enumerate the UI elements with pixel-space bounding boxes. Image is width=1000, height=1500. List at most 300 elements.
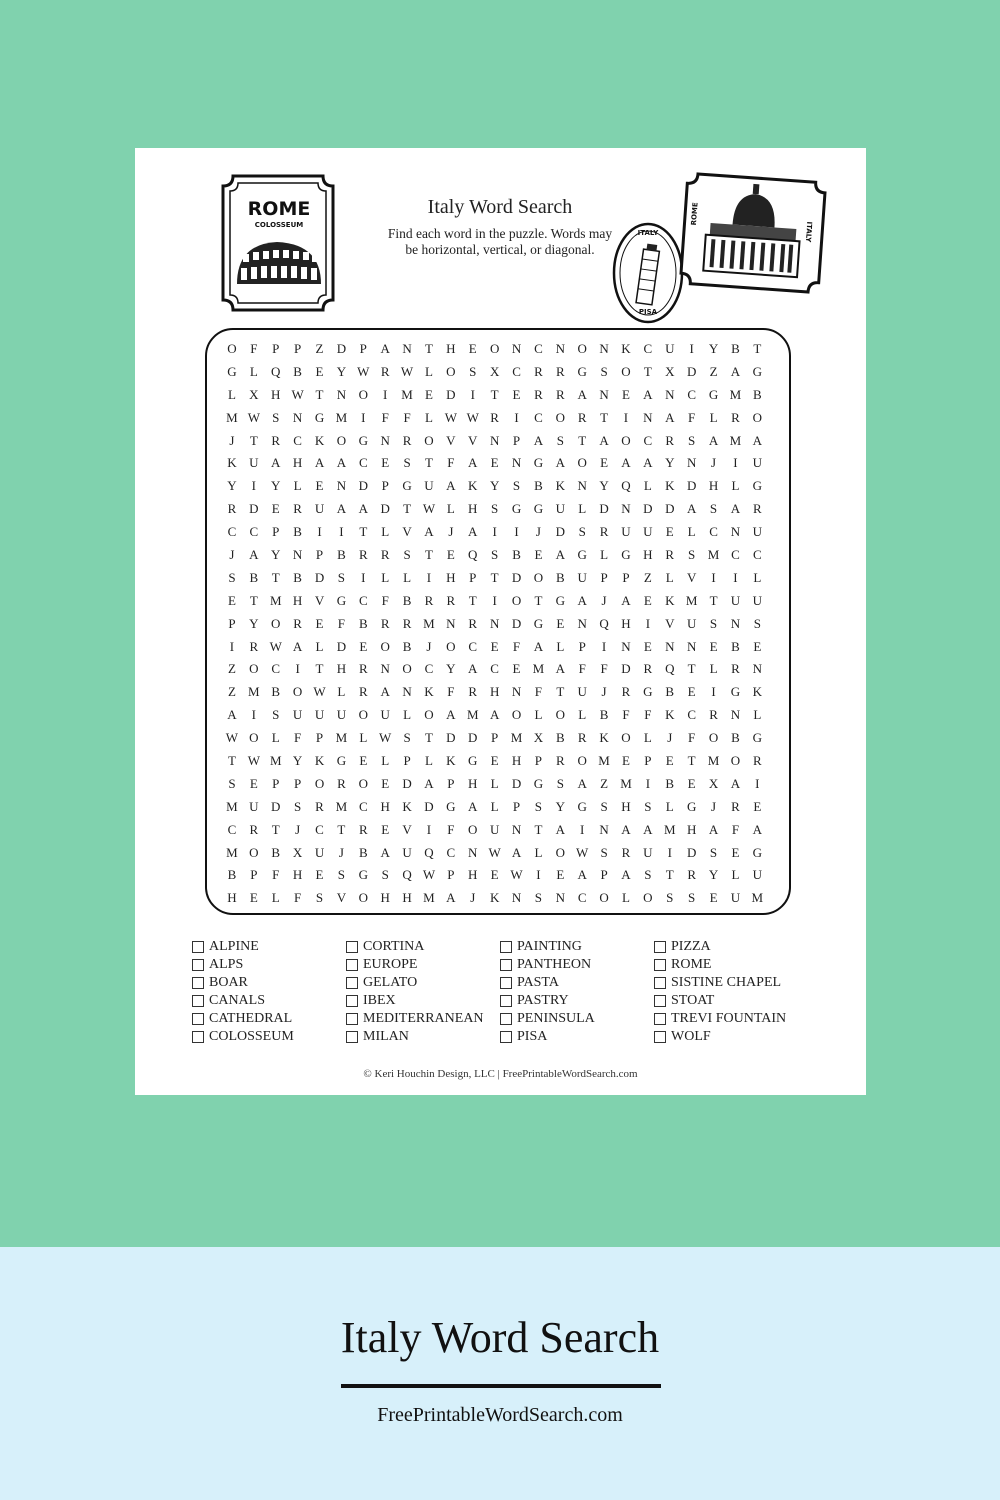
grid-letter[interactable]: T bbox=[534, 592, 543, 608]
grid-letter[interactable]: G bbox=[752, 844, 763, 860]
grid-letter[interactable]: A bbox=[555, 821, 565, 837]
grid-letter[interactable]: F bbox=[294, 730, 302, 746]
grid-letter[interactable]: T bbox=[578, 432, 587, 448]
grid-letter[interactable]: U bbox=[555, 501, 565, 517]
grid-letter[interactable]: H bbox=[511, 753, 522, 769]
grid-letter[interactable]: S bbox=[491, 547, 499, 563]
grid-letter[interactable]: R bbox=[534, 386, 543, 402]
grid-letter[interactable]: E bbox=[665, 524, 674, 540]
grid-letter[interactable]: B bbox=[249, 569, 259, 585]
grid-letter[interactable]: X bbox=[533, 730, 544, 746]
grid-letter[interactable]: G bbox=[358, 867, 368, 883]
grid-letter[interactable]: F bbox=[294, 890, 302, 906]
grid-letter[interactable]: H bbox=[468, 867, 478, 883]
grid-letter[interactable]: F bbox=[644, 707, 652, 723]
grid-letter[interactable]: P bbox=[359, 341, 367, 356]
grid-letter[interactable]: Y bbox=[489, 478, 500, 494]
grid-letter[interactable]: N bbox=[730, 524, 741, 540]
grid-letter[interactable]: M bbox=[226, 409, 238, 425]
grid-letter[interactable]: C bbox=[271, 661, 281, 677]
grid-letter[interactable]: P bbox=[534, 753, 543, 769]
grid-letter[interactable]: F bbox=[250, 341, 258, 356]
grid-letter[interactable]: X bbox=[249, 386, 259, 402]
grid-letter[interactable]: O bbox=[599, 890, 609, 906]
grid-letter[interactable]: L bbox=[293, 478, 302, 494]
grid-letter[interactable]: U bbox=[577, 684, 587, 700]
grid-letter[interactable]: C bbox=[643, 341, 653, 356]
grid-letter[interactable]: M bbox=[335, 798, 348, 814]
grid-letter[interactable]: H bbox=[271, 386, 281, 402]
grid-letter[interactable]: S bbox=[666, 890, 674, 906]
grid-letter[interactable]: E bbox=[731, 844, 740, 860]
grid-letter[interactable]: L bbox=[665, 569, 674, 585]
grid-letter[interactable]: P bbox=[469, 569, 477, 585]
grid-letter[interactable]: G bbox=[533, 501, 544, 517]
grid-letter[interactable]: C bbox=[490, 661, 499, 677]
grid-letter[interactable]: W bbox=[466, 409, 479, 425]
grid-letter[interactable]: E bbox=[490, 867, 499, 883]
grid-letter[interactable]: P bbox=[272, 524, 280, 540]
grid-letter[interactable]: L bbox=[381, 569, 390, 585]
grid-letter[interactable]: E bbox=[381, 821, 390, 837]
grid-letter[interactable]: U bbox=[424, 478, 434, 494]
grid-letter[interactable]: A bbox=[511, 844, 522, 860]
grid-letter[interactable]: S bbox=[709, 615, 718, 631]
grid-letter[interactable]: F bbox=[381, 592, 389, 608]
grid-letter[interactable]: P bbox=[644, 753, 652, 769]
grid-letter[interactable]: M bbox=[269, 753, 282, 769]
checkbox-icon[interactable] bbox=[654, 977, 666, 989]
grid-letter[interactable]: I bbox=[733, 455, 738, 471]
grid-letter[interactable]: I bbox=[251, 478, 256, 494]
grid-letter[interactable]: O bbox=[249, 661, 259, 677]
grid-letter[interactable]: E bbox=[468, 341, 477, 356]
grid-letter[interactable]: K bbox=[599, 730, 609, 746]
grid-letter[interactable]: M bbox=[751, 890, 764, 906]
grid-letter[interactable]: U bbox=[336, 707, 347, 723]
grid-letter[interactable]: Q bbox=[599, 615, 609, 631]
grid-letter[interactable]: W bbox=[444, 409, 457, 425]
grid-letter[interactable]: H bbox=[380, 798, 390, 814]
grid-letter[interactable]: M bbox=[685, 592, 698, 608]
grid-letter[interactable]: E bbox=[512, 661, 521, 677]
grid-letter[interactable]: B bbox=[293, 569, 302, 585]
grid-letter[interactable]: S bbox=[228, 775, 236, 791]
grid-letter[interactable]: S bbox=[688, 432, 696, 448]
grid-letter[interactable]: L bbox=[578, 501, 587, 517]
grid-letter[interactable]: A bbox=[380, 341, 390, 356]
grid-letter[interactable]: O bbox=[489, 341, 500, 356]
grid-letter[interactable]: J bbox=[601, 684, 607, 700]
grid-letter[interactable]: H bbox=[446, 569, 456, 585]
grid-letter[interactable]: E bbox=[753, 638, 762, 654]
grid-letter[interactable]: L bbox=[227, 386, 236, 402]
grid-letter[interactable]: C bbox=[293, 432, 302, 448]
grid-letter[interactable]: T bbox=[337, 821, 346, 837]
grid-letter[interactable]: B bbox=[402, 592, 412, 608]
grid-letter[interactable]: B bbox=[731, 638, 740, 654]
grid-letter[interactable]: E bbox=[359, 638, 368, 654]
grid-letter[interactable]: F bbox=[337, 615, 346, 631]
grid-letter[interactable]: M bbox=[466, 707, 479, 723]
grid-letter[interactable]: Y bbox=[708, 341, 719, 356]
grid-letter[interactable]: Y bbox=[665, 455, 675, 471]
grid-letter[interactable]: S bbox=[403, 547, 411, 563]
grid-letter[interactable]: J bbox=[601, 592, 607, 608]
grid-letter[interactable]: Q bbox=[468, 547, 478, 563]
grid-letter[interactable]: S bbox=[294, 798, 302, 814]
grid-letter[interactable]: G bbox=[533, 615, 544, 631]
grid-letter[interactable]: I bbox=[645, 615, 651, 631]
grid-letter[interactable]: C bbox=[687, 386, 696, 402]
grid-letter[interactable]: I bbox=[755, 775, 760, 791]
grid-letter[interactable]: A bbox=[380, 844, 390, 860]
grid-letter[interactable]: A bbox=[336, 455, 347, 471]
grid-letter[interactable]: V bbox=[665, 615, 675, 631]
checkbox-icon[interactable] bbox=[654, 995, 666, 1007]
checkbox-icon[interactable] bbox=[500, 1013, 512, 1025]
grid-letter[interactable]: V bbox=[686, 569, 697, 585]
grid-letter[interactable]: C bbox=[315, 821, 324, 837]
grid-letter[interactable]: B bbox=[358, 615, 368, 631]
grid-letter[interactable]: I bbox=[251, 707, 256, 723]
grid-letter[interactable]: T bbox=[315, 386, 324, 402]
grid-letter[interactable]: G bbox=[643, 684, 653, 700]
grid-letter[interactable]: O bbox=[555, 707, 565, 723]
grid-letter[interactable]: E bbox=[556, 615, 565, 631]
grid-letter[interactable]: E bbox=[315, 363, 324, 379]
grid-letter[interactable]: W bbox=[576, 844, 589, 860]
grid-letter[interactable]: E bbox=[556, 867, 565, 883]
grid-letter[interactable]: P bbox=[381, 478, 389, 494]
grid-letter[interactable]: O bbox=[446, 638, 456, 654]
grid-letter[interactable]: V bbox=[336, 890, 347, 906]
grid-letter[interactable]: Y bbox=[227, 478, 237, 494]
grid-letter[interactable]: T bbox=[249, 432, 258, 448]
grid-letter[interactable]: I bbox=[383, 386, 388, 402]
grid-letter[interactable]: P bbox=[447, 867, 455, 883]
word-item[interactable] bbox=[654, 938, 808, 956]
checkbox-icon[interactable] bbox=[192, 941, 204, 953]
grid-letter[interactable]: G bbox=[730, 684, 741, 700]
grid-letter[interactable]: Y bbox=[599, 478, 609, 494]
grid-letter[interactable]: S bbox=[644, 867, 652, 883]
grid-letter[interactable]: Z bbox=[315, 341, 324, 356]
grid-letter[interactable]: I bbox=[667, 844, 672, 860]
grid-letter[interactable]: A bbox=[643, 455, 653, 471]
grid-letter[interactable]: P bbox=[272, 775, 280, 791]
grid-letter[interactable]: N bbox=[511, 455, 522, 471]
grid-letter[interactable]: M bbox=[729, 432, 742, 448]
checkbox-icon[interactable] bbox=[500, 977, 512, 989]
grid-letter[interactable]: S bbox=[644, 798, 652, 814]
grid-letter[interactable]: F bbox=[688, 730, 696, 746]
grid-letter[interactable]: D bbox=[511, 615, 522, 631]
grid-letter[interactable]: J bbox=[229, 547, 235, 563]
grid-letter[interactable]: O bbox=[577, 455, 587, 471]
grid-letter[interactable]: Z bbox=[600, 775, 609, 791]
grid-letter[interactable]: I bbox=[361, 409, 366, 425]
grid-letter[interactable]: H bbox=[227, 890, 237, 906]
grid-letter[interactable]: A bbox=[686, 501, 697, 517]
grid-letter[interactable]: D bbox=[599, 501, 609, 517]
grid-letter[interactable]: C bbox=[577, 890, 587, 906]
grid-letter[interactable]: U bbox=[249, 798, 259, 814]
word-item[interactable] bbox=[500, 1010, 654, 1028]
checkbox-icon[interactable] bbox=[654, 1013, 666, 1025]
grid-letter[interactable]: F bbox=[578, 661, 586, 677]
grid-letter[interactable]: F bbox=[447, 455, 455, 471]
word-item[interactable] bbox=[192, 1010, 346, 1028]
grid-letter[interactable]: F bbox=[688, 409, 696, 425]
checkbox-icon[interactable] bbox=[192, 1031, 204, 1043]
grid-letter[interactable]: G bbox=[468, 753, 478, 769]
grid-letter[interactable]: Y bbox=[249, 615, 259, 631]
grid-letter[interactable]: U bbox=[292, 707, 303, 723]
grid-letter[interactable]: B bbox=[293, 524, 302, 540]
grid-letter[interactable]: P bbox=[491, 730, 499, 746]
grid-letter[interactable]: D bbox=[249, 501, 259, 517]
grid-letter[interactable]: K bbox=[424, 684, 434, 700]
grid-letter[interactable]: C bbox=[249, 524, 259, 540]
grid-letter[interactable]: R bbox=[555, 363, 565, 379]
grid-letter[interactable]: B bbox=[665, 775, 675, 791]
grid-letter[interactable]: L bbox=[534, 707, 543, 723]
grid-letter[interactable]: H bbox=[446, 341, 456, 356]
grid-letter[interactable]: R bbox=[752, 501, 762, 517]
grid-letter[interactable]: I bbox=[229, 638, 235, 654]
grid-letter[interactable]: Y bbox=[336, 363, 347, 379]
grid-letter[interactable]: Y bbox=[271, 547, 281, 563]
grid-letter[interactable]: P bbox=[315, 547, 324, 563]
grid-letter[interactable]: A bbox=[621, 867, 631, 883]
grid-letter[interactable]: L bbox=[446, 501, 455, 517]
grid-letter[interactable]: D bbox=[314, 569, 325, 585]
grid-letter[interactable]: R bbox=[249, 638, 259, 654]
grid-letter[interactable]: I bbox=[514, 524, 519, 540]
grid-letter[interactable]: U bbox=[577, 569, 587, 585]
grid-letter[interactable]: F bbox=[600, 661, 608, 677]
grid-letter[interactable]: F bbox=[512, 638, 521, 654]
grid-letter[interactable]: M bbox=[707, 547, 720, 563]
grid-letter[interactable]: E bbox=[665, 753, 674, 769]
grid-letter[interactable]: L bbox=[381, 524, 390, 540]
grid-letter[interactable]: V bbox=[468, 432, 478, 448]
grid-letter[interactable]: L bbox=[643, 730, 652, 746]
grid-letter[interactable]: G bbox=[752, 478, 763, 494]
grid-letter[interactable]: B bbox=[665, 684, 675, 700]
grid-letter[interactable]: E bbox=[359, 753, 368, 769]
grid-letter[interactable]: R bbox=[577, 409, 587, 425]
grid-letter[interactable]: O bbox=[533, 569, 544, 585]
grid-letter[interactable]: P bbox=[447, 775, 455, 791]
grid-letter[interactable]: T bbox=[424, 547, 433, 563]
grid-letter[interactable]: O bbox=[402, 661, 412, 677]
grid-letter[interactable]: N bbox=[380, 661, 390, 677]
grid-letter[interactable]: L bbox=[271, 890, 280, 906]
grid-letter[interactable]: J bbox=[338, 844, 344, 860]
grid-letter[interactable]: H bbox=[292, 867, 303, 883]
grid-letter[interactable]: C bbox=[534, 341, 543, 356]
grid-letter[interactable]: L bbox=[271, 730, 280, 746]
grid-letter[interactable]: S bbox=[600, 844, 608, 860]
grid-letter[interactable]: R bbox=[752, 753, 762, 769]
grid-letter[interactable]: S bbox=[272, 707, 280, 723]
grid-letter[interactable]: A bbox=[533, 432, 544, 448]
grid-letter[interactable]: E bbox=[381, 775, 390, 791]
grid-letter[interactable]: N bbox=[511, 821, 522, 837]
grid-letter[interactable]: A bbox=[708, 821, 719, 837]
grid-letter[interactable]: L bbox=[622, 890, 630, 906]
grid-letter[interactable]: R bbox=[665, 547, 675, 563]
grid-letter[interactable]: F bbox=[447, 821, 455, 837]
grid-letter[interactable]: R bbox=[731, 409, 740, 425]
grid-letter[interactable]: H bbox=[380, 890, 390, 906]
grid-letter[interactable]: U bbox=[730, 890, 741, 906]
grid-letter[interactable]: O bbox=[621, 363, 631, 379]
word-item[interactable] bbox=[654, 1010, 808, 1028]
grid-letter[interactable]: N bbox=[402, 684, 412, 700]
grid-letter[interactable]: R bbox=[380, 363, 390, 379]
grid-letter[interactable]: U bbox=[402, 844, 412, 860]
grid-letter[interactable]: A bbox=[555, 547, 565, 563]
grid-letter[interactable]: R bbox=[621, 684, 631, 700]
grid-letter[interactable]: D bbox=[424, 798, 434, 814]
grid-letter[interactable]: V bbox=[402, 524, 412, 540]
grid-letter[interactable]: N bbox=[555, 890, 565, 906]
grid-letter[interactable]: N bbox=[336, 478, 347, 494]
grid-letter[interactable]: R bbox=[293, 501, 302, 517]
grid-letter[interactable]: L bbox=[687, 524, 696, 540]
grid-letter[interactable]: V bbox=[446, 432, 456, 448]
grid-letter[interactable]: H bbox=[336, 661, 347, 677]
grid-letter[interactable]: B bbox=[534, 478, 543, 494]
grid-letter[interactable]: P bbox=[622, 569, 630, 585]
grid-letter[interactable]: I bbox=[317, 524, 322, 540]
grid-letter[interactable]: T bbox=[600, 409, 609, 425]
grid-letter[interactable]: D bbox=[336, 341, 347, 356]
grid-letter[interactable]: R bbox=[380, 615, 390, 631]
grid-letter[interactable]: A bbox=[555, 661, 565, 677]
grid-letter[interactable]: B bbox=[227, 867, 237, 883]
grid-letter[interactable]: R bbox=[358, 661, 368, 677]
grid-letter[interactable]: B bbox=[512, 547, 521, 563]
grid-letter[interactable]: E bbox=[490, 455, 499, 471]
grid-letter[interactable]: P bbox=[600, 569, 608, 585]
word-item[interactable] bbox=[192, 1028, 346, 1046]
grid-letter[interactable]: Y bbox=[708, 867, 719, 883]
grid-letter[interactable]: A bbox=[533, 638, 544, 654]
grid-letter[interactable]: J bbox=[426, 638, 432, 654]
checkbox-icon[interactable] bbox=[192, 977, 204, 989]
grid-letter[interactable]: O bbox=[249, 844, 259, 860]
grid-letter[interactable]: R bbox=[709, 707, 718, 723]
grid-letter[interactable]: S bbox=[315, 890, 324, 906]
grid-letter[interactable]: S bbox=[403, 455, 411, 471]
grid-letter[interactable]: S bbox=[600, 798, 608, 814]
grid-letter[interactable]: P bbox=[512, 432, 521, 448]
grid-letter[interactable]: A bbox=[446, 890, 456, 906]
grid-letter[interactable]: O bbox=[227, 341, 237, 356]
grid-letter[interactable]: U bbox=[752, 592, 763, 608]
grid-letter[interactable]: R bbox=[293, 615, 302, 631]
grid-letter[interactable]: R bbox=[577, 730, 587, 746]
grid-letter[interactable]: S bbox=[534, 890, 543, 906]
grid-letter[interactable]: E bbox=[534, 547, 543, 563]
grid-letter[interactable]: L bbox=[490, 775, 499, 791]
grid-letter[interactable]: N bbox=[752, 661, 763, 677]
grid-letter[interactable]: L bbox=[709, 661, 718, 677]
grid-letter[interactable]: K bbox=[468, 478, 478, 494]
grid-letter[interactable]: G bbox=[686, 798, 697, 814]
grid-letter[interactable]: G bbox=[314, 409, 325, 425]
grid-letter[interactable]: M bbox=[226, 844, 238, 860]
grid-letter[interactable]: E bbox=[687, 775, 696, 791]
grid-letter[interactable]: A bbox=[358, 501, 368, 517]
grid-letter[interactable]: T bbox=[665, 867, 674, 883]
grid-letter[interactable]: L bbox=[731, 867, 740, 883]
grid-letter[interactable]: C bbox=[534, 409, 543, 425]
grid-letter[interactable]: V bbox=[402, 821, 412, 837]
grid-letter[interactable]: M bbox=[663, 821, 676, 837]
grid-letter[interactable]: E bbox=[600, 455, 609, 471]
grid-letter[interactable]: G bbox=[555, 592, 565, 608]
grid-letter[interactable]: K bbox=[402, 798, 412, 814]
grid-letter[interactable]: N bbox=[665, 386, 675, 402]
grid-letter[interactable]: A bbox=[577, 775, 587, 791]
grid-letter[interactable]: D bbox=[402, 775, 412, 791]
grid-letter[interactable]: A bbox=[599, 432, 609, 448]
grid-letter[interactable]: R bbox=[358, 821, 368, 837]
grid-letter[interactable]: O bbox=[292, 684, 303, 700]
grid-letter[interactable]: I bbox=[645, 775, 651, 791]
grid-letter[interactable]: W bbox=[422, 501, 436, 517]
grid-letter[interactable]: C bbox=[752, 547, 762, 563]
grid-letter[interactable]: B bbox=[555, 730, 565, 746]
grid-letter[interactable]: A bbox=[446, 707, 456, 723]
grid-letter[interactable]: W bbox=[379, 730, 392, 746]
word-item[interactable] bbox=[500, 974, 654, 992]
grid-letter[interactable]: O bbox=[752, 409, 763, 425]
grid-letter[interactable]: N bbox=[599, 341, 609, 356]
grid-letter[interactable]: B bbox=[752, 386, 762, 402]
grid-letter[interactable]: B bbox=[731, 341, 740, 356]
grid-letter[interactable]: O bbox=[511, 707, 522, 723]
grid-letter[interactable]: I bbox=[426, 821, 432, 837]
checkbox-icon[interactable] bbox=[192, 995, 204, 1007]
grid-letter[interactable]: E bbox=[643, 638, 652, 654]
grid-letter[interactable]: U bbox=[643, 524, 653, 540]
grid-letter[interactable]: K bbox=[314, 432, 325, 448]
grid-letter[interactable]: T bbox=[534, 821, 543, 837]
grid-letter[interactable]: L bbox=[643, 478, 652, 494]
grid-letter[interactable]: N bbox=[730, 707, 741, 723]
grid-letter[interactable]: T bbox=[315, 661, 324, 677]
grid-letter[interactable]: M bbox=[269, 592, 282, 608]
grid-letter[interactable]: B bbox=[358, 844, 368, 860]
grid-letter[interactable]: S bbox=[469, 363, 477, 379]
grid-letter[interactable]: A bbox=[752, 821, 763, 837]
checkbox-icon[interactable] bbox=[346, 941, 358, 953]
grid-letter[interactable]: M bbox=[226, 798, 238, 814]
grid-letter[interactable]: T bbox=[359, 524, 368, 540]
grid-letter[interactable]: R bbox=[337, 775, 346, 791]
grid-letter[interactable]: F bbox=[447, 684, 455, 700]
grid-letter[interactable]: O bbox=[555, 844, 565, 860]
grid-letter[interactable]: G bbox=[227, 363, 237, 379]
grid-letter[interactable]: X bbox=[489, 363, 500, 379]
grid-letter[interactable]: S bbox=[228, 569, 236, 585]
